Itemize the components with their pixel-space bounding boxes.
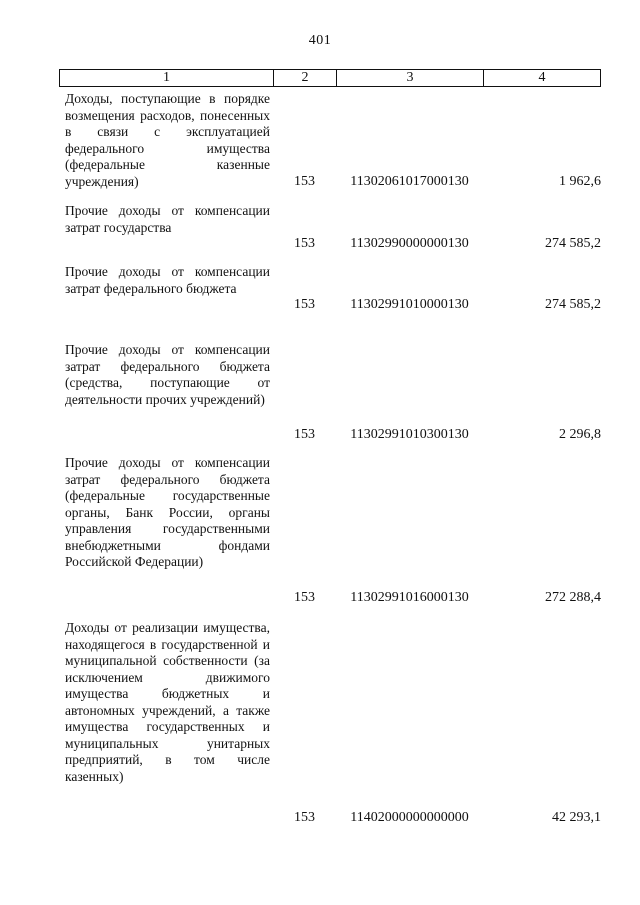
row-budget-code: 11302991016000130 — [350, 590, 469, 605]
row-amount: 1 962,6 — [559, 174, 601, 189]
row-budget-code: 11302990000000130 — [350, 236, 469, 251]
row-description: Прочие доходы от компенсации затрат федерального бюджета (средства, поступающие от деятельности прочих учреждений) — [65, 342, 270, 407]
row-description: Доходы от реализации имущества, находящегося в государственной и муниципальной собственности (за исключением движимого имущества бюджетных и автономных учреждений, а также имущества государственных и муниципальных унитарных предприятий, в том числе казенных) — [65, 620, 270, 784]
table-row — [59, 91, 601, 195]
row-description: Прочие доходы от компенсации затрат федерального бюджета (федеральные государственные органы, Банк России, органы управления государственными внебюджетными фондами Российской Федерации) — [65, 455, 270, 569]
row-budget-code: 11402000000000000 — [350, 810, 469, 825]
row-admin-code: 153 — [294, 174, 315, 189]
row-description: Прочие доходы от компенсации затрат федерального бюджета — [65, 264, 270, 296]
row-admin-code: 153 — [294, 297, 315, 312]
row-admin-code: 153 — [294, 236, 315, 251]
table-row — [59, 455, 601, 609]
table-row — [59, 203, 601, 255]
table-header — [59, 69, 601, 87]
row-amount: 42 293,1 — [552, 810, 601, 825]
row-description: Доходы, поступающие в порядке возмещения расходов, понесенных в связи с эксплуатацией федерального имущества (федеральные казенные учреждения) — [65, 91, 270, 189]
row-budget-code: 11302061017000130 — [350, 174, 469, 189]
column-header-3: 3 — [337, 70, 484, 86]
table-row — [59, 342, 601, 446]
row-admin-code: 153 — [294, 427, 315, 442]
column-header-1: 1 — [60, 70, 274, 86]
budget-table — [59, 69, 601, 825]
row-amount: 274 585,2 — [545, 297, 601, 312]
table-row — [59, 620, 601, 840]
row-description: Прочие доходы от компенсации затрат государства — [65, 203, 270, 235]
row-admin-code: 153 — [294, 810, 315, 825]
row-budget-code: 11302991010000130 — [350, 297, 469, 312]
table-row — [59, 264, 601, 316]
row-amount: 272 288,4 — [545, 590, 601, 605]
row-admin-code: 153 — [294, 590, 315, 605]
row-amount: 2 296,8 — [559, 427, 601, 442]
page-number: 401 — [308, 33, 332, 48]
row-budget-code: 11302991010300130 — [350, 427, 469, 442]
row-amount: 274 585,2 — [545, 236, 601, 251]
column-header-2: 2 — [274, 70, 337, 86]
column-header-4: 4 — [538, 70, 546, 85]
